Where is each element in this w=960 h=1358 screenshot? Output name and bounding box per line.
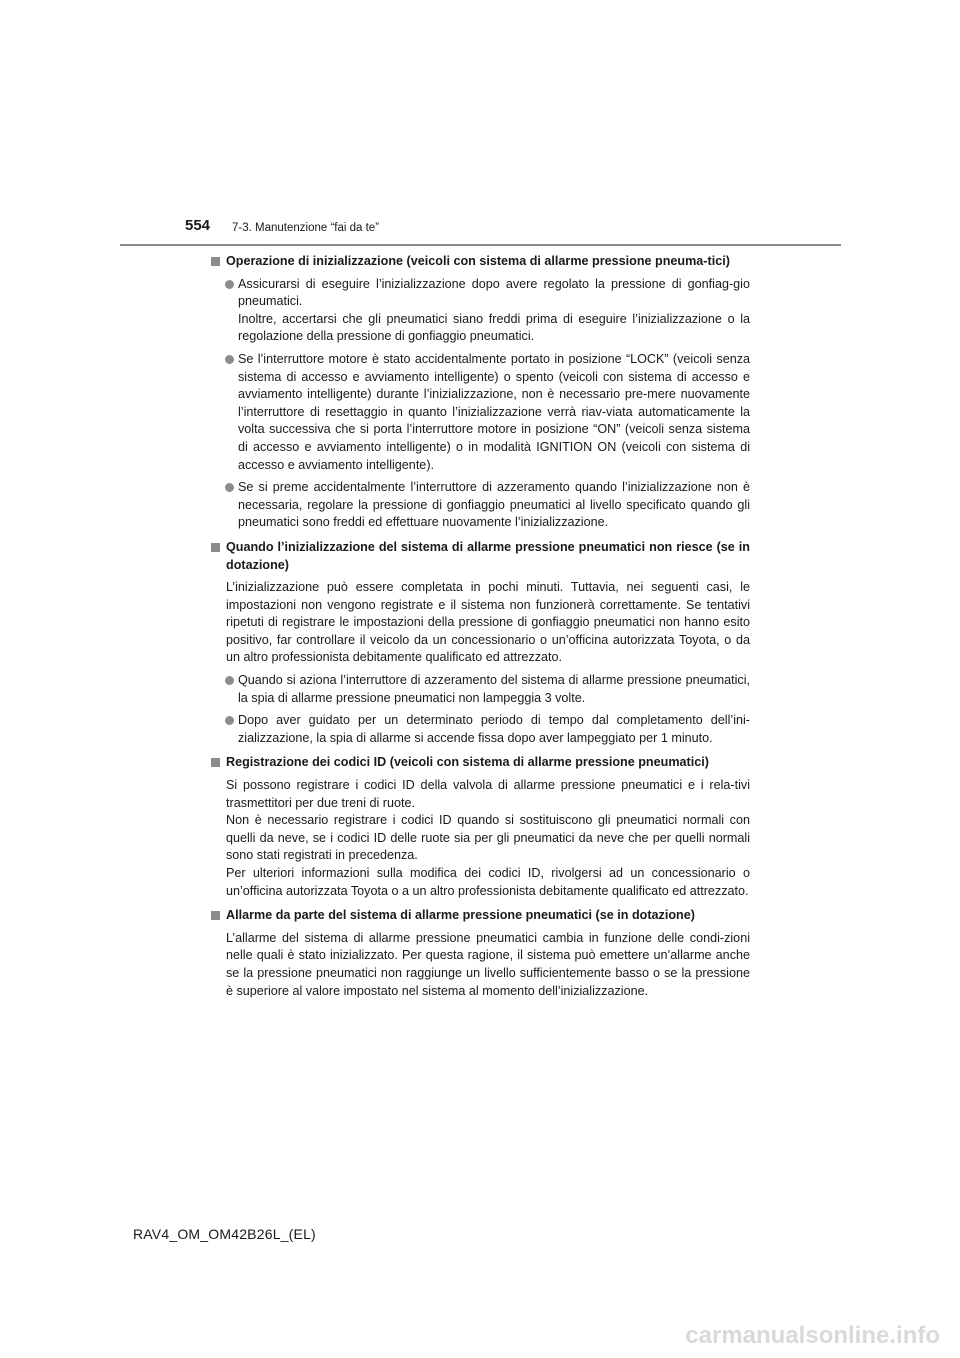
bullet-line: Se si preme accidentalmente l’interruttore di azzeramento quando l’inizializzazione non è necessaria, regolare la pressione di gonfiaggio pneumatici al livello specificato quando gli pneumatici sono freddi ed effettuare nuovamente l’inizializzazione. xyxy=(238,480,750,530)
square-bullet-icon xyxy=(211,911,220,920)
paragraph-line: Non è necessario registrare i codici ID quando si sostituiscono gli pneumatici normali con quelli da neve, se i codici ID delle ruote sia per gli pneumatici da neve che per quelli normali sono stati registrati in precedenza. xyxy=(226,813,750,863)
page-content xyxy=(210,253,750,1000)
section-heading-text: Quando l’inizializzazione del sistema di allarme pressione pneumatici non riesce (se in dotazione) xyxy=(226,539,750,572)
bullet-line: Inoltre, accertarsi che gli pneumatici siano freddi prima di eseguire l’inizializzazione o la regolazione della pressione di gonfiaggio pneumatici. xyxy=(238,311,750,344)
circle-bullet-icon xyxy=(225,676,234,685)
section-heading xyxy=(210,253,750,271)
bullet-item xyxy=(210,276,750,346)
bullet-line: Quando si aziona l’interruttore di azzeramento del sistema di allarme pressione pneumatici, la spia di allarme pressione pneumatici non lampeggia 3 volte. xyxy=(238,673,750,705)
watermark: carmanualsonline.info xyxy=(685,1322,940,1349)
section-title: 7-3. Manutenzione “fai da te” xyxy=(232,222,380,234)
section-heading xyxy=(210,754,750,772)
section-heading-text: Registrazione dei codici ID (veicoli con sistema di allarme pressione pneumatici) xyxy=(226,755,709,770)
section-heading-text: Allarme da parte del sistema di allarme pressione pneumatici (se in dotazione) xyxy=(226,908,695,923)
section-paragraph xyxy=(210,777,750,900)
section-paragraph xyxy=(210,579,750,667)
paragraph-line: Per ulteriori informazioni sulla modifica dei codici ID, rivolgersi ad un concessionario o un’officina autorizzata Toyota o a un altro professionista debitamente qualificato ed attrezzato. xyxy=(226,866,750,898)
paragraph-line: Si possono registrare i codici ID della valvola di allarme pressione pneumatici e i rela-tivi trasmettitori per due treni di ruote. xyxy=(226,778,750,810)
paragraph-line: L’allarme del sistema di allarme pressione pneumatici cambia in funzione delle condi-zioni nelle quali è stato inizializzato. Per questa ragione, il sistema può emettere un’allarme anche se la pressione pneumatici non raggiunge un livello sufficientemente basso o se la pressione è superiore al valore impostato nel sistema al momento dell’inizializzazione. xyxy=(226,930,750,998)
document-code: RAV4_OM_OM42B26L_(EL) xyxy=(133,1226,316,1242)
bullet-item xyxy=(210,672,750,707)
section-heading-text: Operazione di inizializzazione (veicoli con sistema di allarme pressione pneuma-tici) xyxy=(226,254,730,268)
bullet-item xyxy=(210,479,750,532)
bullet-line: Dopo aver guidato per un determinato periodo di tempo dal completamento dell’ini-zializzazione, la spia di allarme si accende fissa dopo aver lampeggiato per 1 minuto. xyxy=(238,713,750,745)
page-number: 554 xyxy=(185,217,211,234)
bullet-line: Se l’interruttore motore è stato accidentalmente portato in posizione “LOCK” (veicoli senza sistema di accesso e avviamento intelligente) o spento (veicoli con sistema di accesso e avviamento intelligente) durante l’inizializzazione, non è necessario pre-mere nuovamente l’interruttore di resettaggio in quanto l’inizializzazione verrà riav-viata automaticamente la volta successiva che si porta l’interruttore motore in posizione “ON” (veicoli senza sistema di accesso e avviamento intelligente) o in modalità IGNITION ON (veicoli con sistema di accesso e avviamento intelligente). xyxy=(238,351,750,472)
bullet-item xyxy=(210,712,750,747)
circle-bullet-icon xyxy=(225,483,234,492)
square-bullet-icon xyxy=(211,758,220,767)
section-heading xyxy=(210,907,750,925)
square-bullet-icon xyxy=(211,257,220,266)
bullet-line: Assicurarsi di eseguire l’inizializzazione dopo avere regolato la pressione di gonfiag-gio pneumatici. xyxy=(238,276,750,309)
bullet-item xyxy=(210,351,750,474)
circle-bullet-icon xyxy=(225,280,234,289)
section-paragraph xyxy=(210,930,750,1000)
section-heading xyxy=(210,539,750,574)
paragraph-line: L’inizializzazione può essere completata in pochi minuti. Tuttavia, nei seguenti casi, le impostazioni non vengono registrate e il sistema non funzionerà correttamente. Se tentativi ripetuti di registrare le impostazioni della pressione di gonfiaggio pneumatici non hanno esito positivo, far controllare il veicolo da un concessionario o un’officina autorizzata Toyota, o da un altro professionista debitamente qualificato ed attrezzato. xyxy=(226,580,750,665)
circle-bullet-icon xyxy=(225,355,234,364)
circle-bullet-icon xyxy=(225,716,234,725)
header-rule xyxy=(120,244,841,246)
square-bullet-icon xyxy=(211,543,220,552)
